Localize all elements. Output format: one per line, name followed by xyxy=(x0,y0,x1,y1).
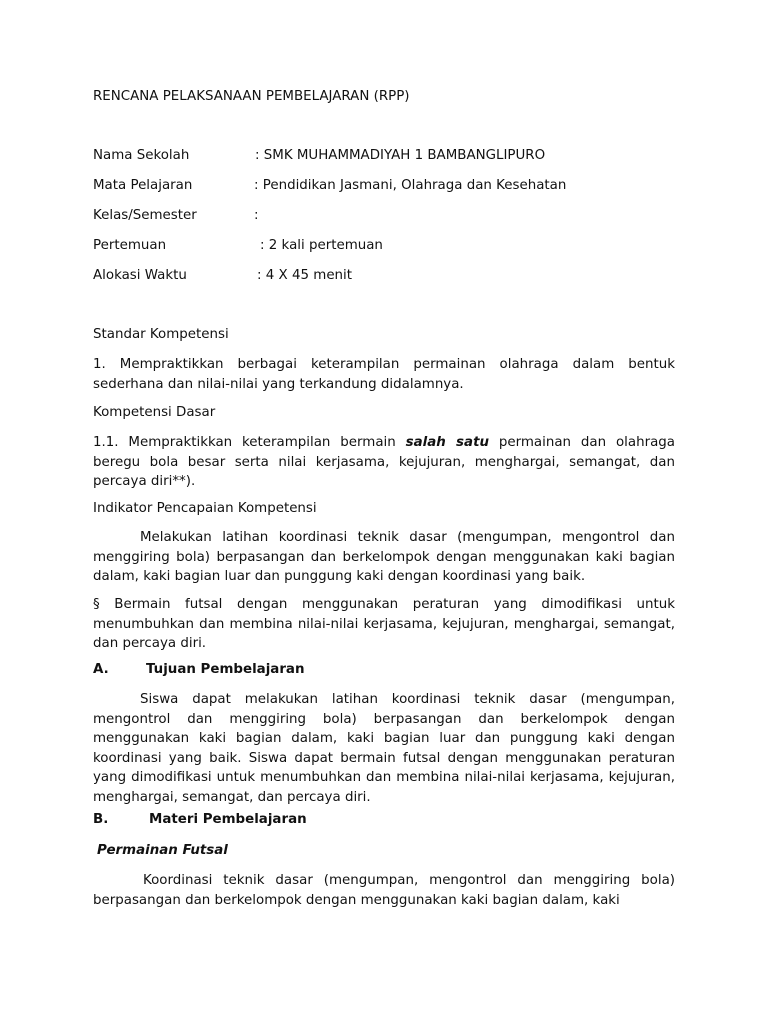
kompetensi-dasar-heading: Kompetensi Dasar xyxy=(93,405,216,420)
identity-value-class: : xyxy=(254,208,259,223)
kompetensi-dasar-text-before: 1.1. Mempraktikkan keterampilan bermain xyxy=(93,435,406,450)
section-b-letter: B. xyxy=(93,812,109,827)
kompetensi-dasar-text-after: permainan dan olahraga beregu bola besar serta nilai kerjasama, kejujuran, menghargai, semangat, dan percaya diri**). xyxy=(93,435,675,490)
materi-heading: Materi Pembelajaran xyxy=(149,812,307,827)
identity-value-subject: : Pendidikan Jasmani, Olahraga dan Kesehatan xyxy=(254,178,567,193)
tujuan-text: Siswa dapat melakukan latihan koordinasi teknik dasar (mengumpan, mengontrol dan menggiring bola) berpasangan dan berkelompok dengan menggunakan kaki bagian dalam, kaki bagian luar dan punggung kaki dengan koordinasi yang baik. Siswa dapat bermain futsal dengan menggunakan peraturan yang dimodifikasi untuk menumbuhkan dan membina nilai-nilai kerjasama, kejujuran, menghargai, semangat, dan percaya diri. xyxy=(93,692,675,805)
indikator-heading: Indikator Pencapaian Kompetensi xyxy=(93,501,317,516)
identity-label-subject: Mata Pelajaran xyxy=(93,178,193,193)
document-title: RENCANA PELAKSANAAN PEMBELAJARAN (RPP) xyxy=(93,89,410,104)
materi-subheading: Permainan Futsal xyxy=(97,843,228,858)
identity-value-meeting: : 2 kali pertemuan xyxy=(260,238,383,253)
indikator-paragraph-2: § Bermain futsal dengan menggunakan peraturan yang dimodifikasi untuk menumbuhkan dan membina nilai-nilai kerjasama, kejujuran, menghargai, semangat, dan percaya diri. xyxy=(93,597,675,652)
standar-kompetensi-text: 1. Mempraktikkan berbagai keterampilan permainan olahraga dalam bentuk sederhana dan nilai-nilai yang terkandung didalamnya. xyxy=(93,357,675,392)
kompetensi-dasar-text xyxy=(93,433,675,492)
identity-label-time: Alokasi Waktu xyxy=(93,268,187,283)
indikator-paragraph-1: Melakukan latihan koordinasi teknik dasar (mengumpan, mengontrol dan menggiring bola) berpasangan dan berkelompok dengan menggunakan kaki bagian dalam, kaki bagian luar dan punggung kaki dengan koordinasi yang baik. xyxy=(93,530,675,585)
standar-kompetensi-heading: Standar Kompetensi xyxy=(93,327,229,342)
tujuan-heading: Tujuan Pembelajaran xyxy=(146,662,305,677)
identity-label-school: Nama Sekolah xyxy=(93,148,190,163)
kompetensi-dasar-emphasis: salah satu xyxy=(405,435,490,450)
identity-value-school: : SMK MUHAMMADIYAH 1 BAMBANGLIPURO xyxy=(255,148,546,163)
section-a-letter: A. xyxy=(93,662,109,677)
identity-value-time: : 4 X 45 menit xyxy=(257,268,353,283)
identity-label-meeting: Pertemuan xyxy=(93,238,167,253)
identity-label-class: Kelas/Semester xyxy=(93,208,197,223)
materi-text: Koordinasi teknik dasar (mengumpan, mengontrol dan menggiring bola) berpasangan dan berkelompok dengan menggunakan kaki bagian dalam, kaki xyxy=(93,873,675,908)
